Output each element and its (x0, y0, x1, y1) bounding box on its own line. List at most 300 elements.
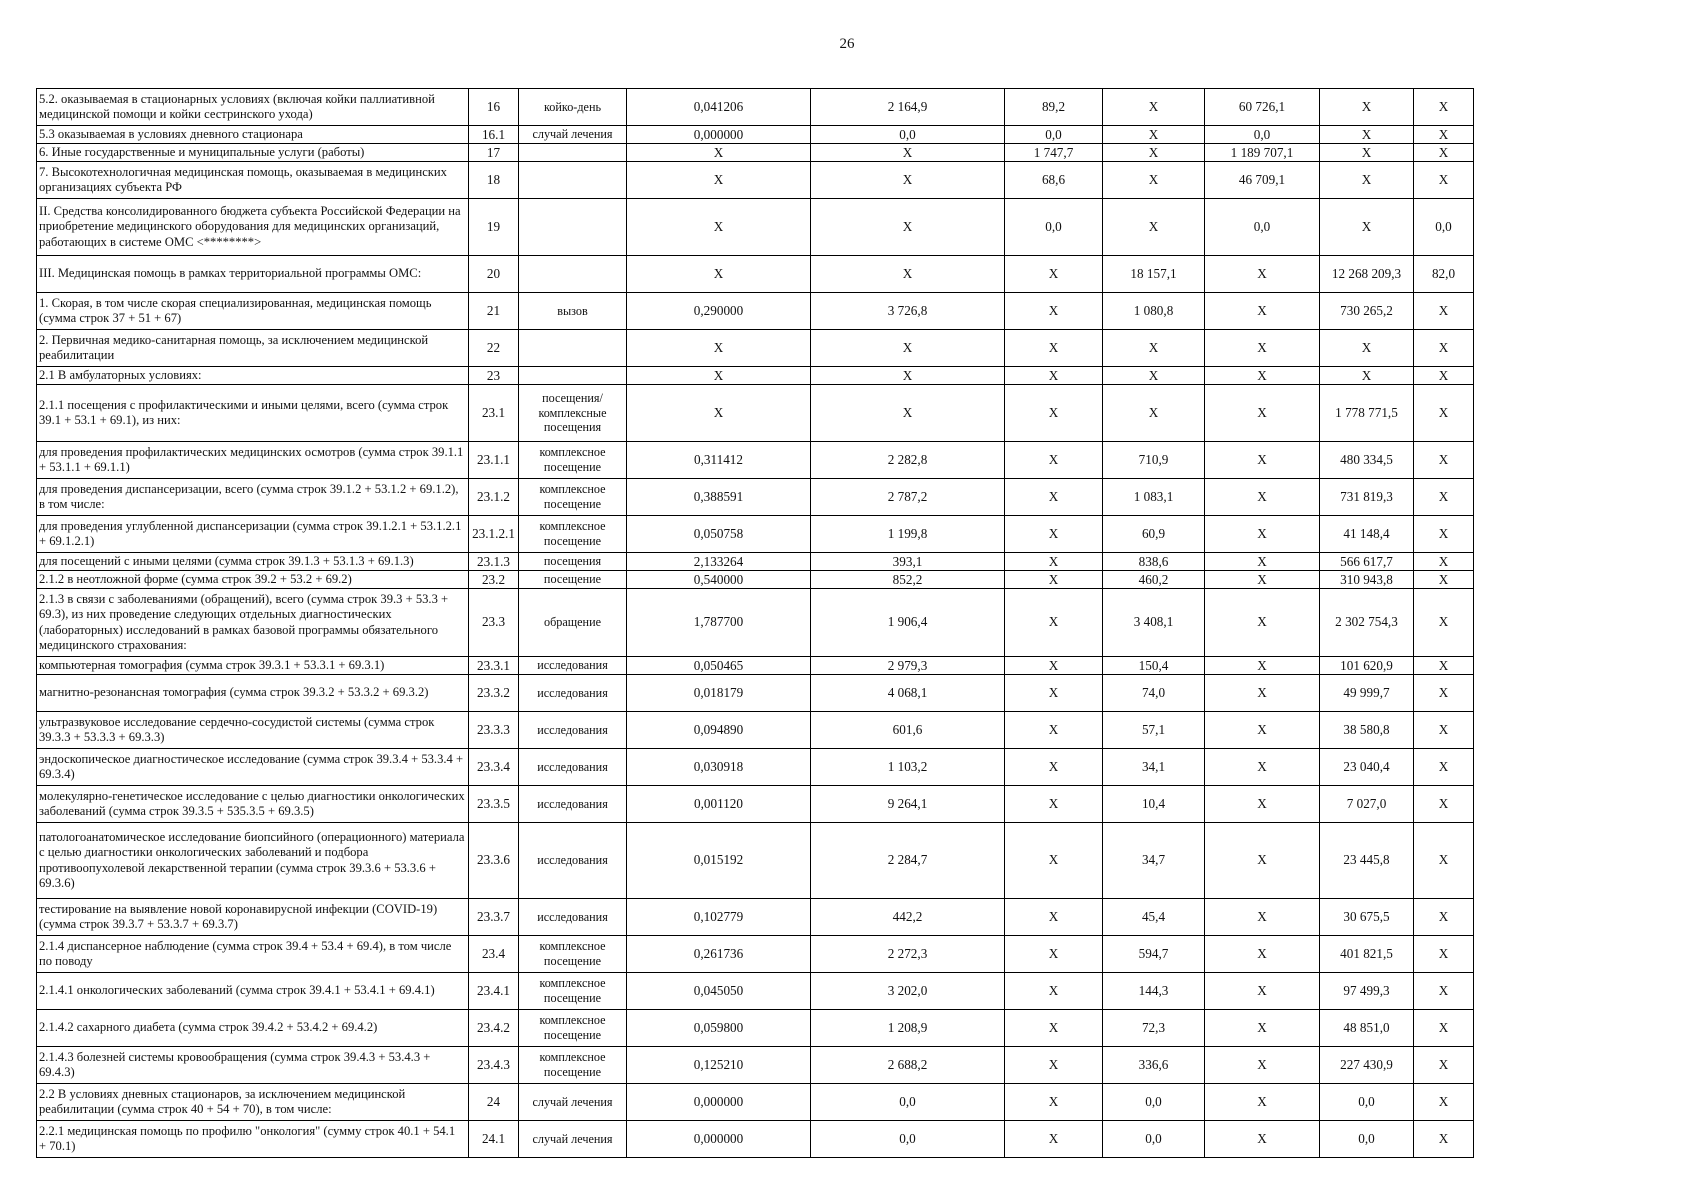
value-cell: X (627, 367, 811, 385)
value-cell: X (1320, 126, 1414, 144)
table-row (37, 571, 1474, 589)
table-row (37, 675, 1474, 712)
value-cell: 0,290000 (627, 293, 811, 330)
value-cell: 2,133264 (627, 553, 811, 571)
row-name-cell: 2.2.1 медицинская помощь по профилю "онкология" (сумму строк 40.1 + 54.1 + 70.1) (37, 1121, 469, 1158)
value-cell: X (1005, 712, 1103, 749)
value-cell: X (1205, 516, 1320, 553)
value-cell: 0,0 (811, 1084, 1005, 1121)
unit-cell: комплексное посещение (519, 973, 627, 1010)
value-cell: 10,4 (1103, 786, 1205, 823)
row-number-cell: 22 (469, 330, 519, 367)
value-cell: X (811, 367, 1005, 385)
row-number-cell: 23.4.2 (469, 1010, 519, 1047)
value-cell: X (1414, 823, 1474, 899)
value-cell: X (1103, 330, 1205, 367)
row-number-cell: 23.1.2.1 (469, 516, 519, 553)
table-row (37, 89, 1474, 126)
value-cell: X (1005, 367, 1103, 385)
unit-cell: исследования (519, 712, 627, 749)
value-cell: 393,1 (811, 553, 1005, 571)
table-row (37, 256, 1474, 293)
value-cell: 68,6 (1005, 162, 1103, 199)
row-name-cell: 1. Скорая, в том числе скорая специализированная, медицинская помощь (сумма строк 37 + 51 + 67) (37, 293, 469, 330)
value-cell: X (627, 199, 811, 256)
value-cell: 2 272,3 (811, 936, 1005, 973)
value-cell: 49 999,7 (1320, 675, 1414, 712)
value-cell: 150,4 (1103, 657, 1205, 675)
table-body (37, 89, 1474, 1158)
value-cell: X (1205, 293, 1320, 330)
value-cell: X (1205, 749, 1320, 786)
value-cell: X (1414, 162, 1474, 199)
value-cell: X (1205, 553, 1320, 571)
row-number-cell: 24 (469, 1084, 519, 1121)
value-cell: X (1414, 126, 1474, 144)
row-name-cell: для проведения углубленной диспансеризации (сумма строк 39.1.2.1 + 53.1.2.1 + 69.1.2.1) (37, 516, 469, 553)
value-cell: X (1414, 144, 1474, 162)
value-cell: 1 747,7 (1005, 144, 1103, 162)
value-cell: 2 164,9 (811, 89, 1005, 126)
value-cell: 1 083,1 (1103, 479, 1205, 516)
value-cell: 60,9 (1103, 516, 1205, 553)
value-cell: X (1414, 1121, 1474, 1158)
value-cell: 0,030918 (627, 749, 811, 786)
value-cell: 1 208,9 (811, 1010, 1005, 1047)
row-number-cell: 23.1.1 (469, 442, 519, 479)
value-cell: X (1205, 330, 1320, 367)
value-cell: X (1005, 675, 1103, 712)
unit-cell: комплексное посещение (519, 936, 627, 973)
row-number-cell: 23.3.3 (469, 712, 519, 749)
value-cell: X (1414, 973, 1474, 1010)
value-cell: X (1005, 749, 1103, 786)
value-cell: 46 709,1 (1205, 162, 1320, 199)
row-number-cell: 24.1 (469, 1121, 519, 1158)
value-cell: 336,6 (1103, 1047, 1205, 1084)
value-cell: X (1205, 973, 1320, 1010)
value-cell: X (1414, 675, 1474, 712)
value-cell: 1 199,8 (811, 516, 1005, 553)
value-cell: 0,045050 (627, 973, 811, 1010)
unit-cell: комплексное посещение (519, 1047, 627, 1084)
value-cell: X (811, 199, 1005, 256)
unit-cell: посещения (519, 553, 627, 571)
row-name-cell: 2.1.4.1 онкологических заболеваний (сумма строк 39.4.1 + 53.4.1 + 69.4.1) (37, 973, 469, 1010)
value-cell: X (1414, 786, 1474, 823)
value-cell: 101 620,9 (1320, 657, 1414, 675)
value-cell: 23 040,4 (1320, 749, 1414, 786)
row-number-cell: 23.4.3 (469, 1047, 519, 1084)
unit-cell: исследования (519, 749, 627, 786)
value-cell: X (1414, 385, 1474, 442)
row-name-cell: 2.1.3 в связи с заболеваниями (обращений), всего (сумма строк 39.3 + 53.3 + 69.3), из них проведение следующих отдельных диагностических (лабораторных) исследований в рамках базовой программы обязательного медицинского страхования: (37, 589, 469, 657)
row-name-cell: 7. Высокотехнологичная медицинская помощь, оказываемая в медицинских организациях субъекта РФ (37, 162, 469, 199)
value-cell: X (1205, 256, 1320, 293)
value-cell: X (1103, 367, 1205, 385)
value-cell: 60 726,1 (1205, 89, 1320, 126)
value-cell: X (1005, 786, 1103, 823)
table-row (37, 144, 1474, 162)
row-name-cell: 2.1 В амбулаторных условиях: (37, 367, 469, 385)
row-name-cell: 6. Иные государственные и муниципальные услуги (работы) (37, 144, 469, 162)
unit-cell (519, 162, 627, 199)
unit-cell: обращение (519, 589, 627, 657)
table-row (37, 385, 1474, 442)
row-number-cell: 23.3 (469, 589, 519, 657)
value-cell: X (1414, 571, 1474, 589)
table-row (37, 516, 1474, 553)
value-cell: X (1205, 1121, 1320, 1158)
value-cell: 3 408,1 (1103, 589, 1205, 657)
value-cell: 0,018179 (627, 675, 811, 712)
value-cell: X (1205, 385, 1320, 442)
value-cell: 97 499,3 (1320, 973, 1414, 1010)
value-cell: 0,261736 (627, 936, 811, 973)
row-name-cell: эндоскопическое диагностическое исследование (сумма строк 39.3.4 + 53.3.4 + 69.3.4) (37, 749, 469, 786)
value-cell: 0,0 (811, 126, 1005, 144)
value-cell: 0,041206 (627, 89, 811, 126)
value-cell: X (1320, 162, 1414, 199)
value-cell: 0,125210 (627, 1047, 811, 1084)
value-cell: 480 334,5 (1320, 442, 1414, 479)
unit-cell: исследования (519, 823, 627, 899)
value-cell: 89,2 (1005, 89, 1103, 126)
value-cell: 852,2 (811, 571, 1005, 589)
value-cell: 0,000000 (627, 1084, 811, 1121)
row-name-cell: 2.2 В условиях дневных стационаров, за исключением медицинской реабилитации (сумма строк 40 + 54 + 70), в том числе: (37, 1084, 469, 1121)
value-cell: 34,1 (1103, 749, 1205, 786)
value-cell: 48 851,0 (1320, 1010, 1414, 1047)
row-number-cell: 23.1.2 (469, 479, 519, 516)
value-cell: X (1205, 675, 1320, 712)
value-cell: 710,9 (1103, 442, 1205, 479)
table-row (37, 479, 1474, 516)
value-cell: 2 282,8 (811, 442, 1005, 479)
unit-cell (519, 199, 627, 256)
row-number-cell: 23.3.1 (469, 657, 519, 675)
row-number-cell: 23 (469, 367, 519, 385)
row-name-cell: 2.1.4.3 болезней системы кровообращения (сумма строк 39.4.3 + 53.4.3 + 69.4.3) (37, 1047, 469, 1084)
value-cell: X (1005, 1084, 1103, 1121)
row-number-cell: 23.4.1 (469, 973, 519, 1010)
value-cell: 1 080,8 (1103, 293, 1205, 330)
value-cell: 0,0 (1103, 1084, 1205, 1121)
value-cell: 2 284,7 (811, 823, 1005, 899)
value-cell: 0,388591 (627, 479, 811, 516)
value-cell: X (1005, 973, 1103, 1010)
value-cell: 0,050465 (627, 657, 811, 675)
value-cell: X (1103, 162, 1205, 199)
value-cell: X (1414, 330, 1474, 367)
table-row (37, 973, 1474, 1010)
row-name-cell: 2. Первичная медико-санитарная помощь, за исключением медицинской реабилитации (37, 330, 469, 367)
value-cell: X (1205, 899, 1320, 936)
value-cell: X (1414, 293, 1474, 330)
table-row (37, 899, 1474, 936)
value-cell: 838,6 (1103, 553, 1205, 571)
value-cell: 0,094890 (627, 712, 811, 749)
row-name-cell: 5.2. оказываемая в стационарных условиях (включая койки паллиативной медицинской помощи и койки сестринского ухода) (37, 89, 469, 126)
unit-cell: исследования (519, 786, 627, 823)
value-cell: X (1103, 144, 1205, 162)
value-cell: X (1205, 479, 1320, 516)
value-cell: 460,2 (1103, 571, 1205, 589)
value-cell: X (1320, 330, 1414, 367)
row-number-cell: 17 (469, 144, 519, 162)
value-cell: 401 821,5 (1320, 936, 1414, 973)
row-number-cell: 23.1.3 (469, 553, 519, 571)
value-cell: 310 943,8 (1320, 571, 1414, 589)
row-name-cell: 2.1.1 посещения с профилактическими и иными целями, всего (сумма строк 39.1 + 53.1 + 69.1), из них: (37, 385, 469, 442)
value-cell: 0,0 (811, 1121, 1005, 1158)
value-cell: 2 688,2 (811, 1047, 1005, 1084)
row-name-cell: для посещений с иными целями (сумма строк 39.1.3 + 53.1.3 + 69.1.3) (37, 553, 469, 571)
value-cell: X (1005, 936, 1103, 973)
row-number-cell: 23.4 (469, 936, 519, 973)
value-cell: X (1005, 479, 1103, 516)
value-cell: 0,000000 (627, 1121, 811, 1158)
unit-cell: комплексное посещение (519, 1010, 627, 1047)
value-cell: 2 302 754,3 (1320, 589, 1414, 657)
table-row (37, 126, 1474, 144)
table-row (37, 1121, 1474, 1158)
row-name-cell: компьютерная томография (сумма строк 39.3.1 + 53.3.1 + 69.3.1) (37, 657, 469, 675)
value-cell: X (1103, 199, 1205, 256)
value-cell: X (1005, 589, 1103, 657)
value-cell: X (1205, 571, 1320, 589)
page-number: 26 (839, 36, 855, 52)
unit-cell: случай лечения (519, 1084, 627, 1121)
value-cell: X (1205, 936, 1320, 973)
unit-cell (519, 367, 627, 385)
unit-cell (519, 256, 627, 293)
value-cell: X (627, 330, 811, 367)
unit-cell: комплексное посещение (519, 479, 627, 516)
value-cell: X (1414, 516, 1474, 553)
value-cell: X (1414, 1047, 1474, 1084)
table-row (37, 330, 1474, 367)
value-cell: 23 445,8 (1320, 823, 1414, 899)
unit-cell: вызов (519, 293, 627, 330)
value-cell: X (1005, 899, 1103, 936)
value-cell: X (1414, 553, 1474, 571)
value-cell: 0,0 (1320, 1084, 1414, 1121)
row-name-cell: ультразвуковое исследование сердечно-сосудистой системы (сумма строк 39.3.3 + 53.3.3 + 69.3.3) (37, 712, 469, 749)
row-name-cell: III. Медицинская помощь в рамках территориальной программы ОМС: (37, 256, 469, 293)
table-row (37, 367, 1474, 385)
value-cell: X (1414, 899, 1474, 936)
value-cell: 18 157,1 (1103, 256, 1205, 293)
value-cell: 1,787700 (627, 589, 811, 657)
value-cell: X (811, 162, 1005, 199)
value-cell: 7 027,0 (1320, 786, 1414, 823)
row-number-cell: 23.3.2 (469, 675, 519, 712)
value-cell: 0,311412 (627, 442, 811, 479)
value-cell: 1 778 771,5 (1320, 385, 1414, 442)
row-name-cell: патологоанатомическое исследование биопсийного (операционного) материала с целью диагностики онкологических заболеваний и подбора противоопухолевой лекарственной терапии (сумма строк 39.3.6 + 53.3.6 + 69.3.6) (37, 823, 469, 899)
value-cell: 144,3 (1103, 973, 1205, 1010)
table-row (37, 553, 1474, 571)
unit-cell: комплексное посещение (519, 442, 627, 479)
unit-cell: исследования (519, 675, 627, 712)
row-number-cell: 23.3.6 (469, 823, 519, 899)
row-name-cell: 5.3 оказываемая в условиях дневного стационара (37, 126, 469, 144)
value-cell: 442,2 (811, 899, 1005, 936)
value-cell: X (811, 330, 1005, 367)
value-cell: X (1205, 657, 1320, 675)
value-cell: 0,001120 (627, 786, 811, 823)
value-cell: 3 202,0 (811, 973, 1005, 1010)
value-cell: 0,050758 (627, 516, 811, 553)
value-cell: X (1205, 367, 1320, 385)
unit-cell (519, 330, 627, 367)
table-row (37, 589, 1474, 657)
unit-cell: комплексное посещение (519, 516, 627, 553)
row-number-cell: 23.1 (469, 385, 519, 442)
value-cell: X (1414, 589, 1474, 657)
value-cell: 0,0 (1005, 199, 1103, 256)
value-cell: 74,0 (1103, 675, 1205, 712)
budget-table (36, 88, 1474, 1158)
table-row (37, 293, 1474, 330)
value-cell: X (1005, 330, 1103, 367)
value-cell: X (1005, 823, 1103, 899)
row-name-cell: 2.1.4 диспансерное наблюдение (сумма строк 39.4 + 53.4 + 69.4), в том числе по поводу (37, 936, 469, 973)
table-row (37, 657, 1474, 675)
value-cell: 1 103,2 (811, 749, 1005, 786)
value-cell: X (1320, 199, 1414, 256)
unit-cell (519, 144, 627, 162)
table-row (37, 712, 1474, 749)
row-number-cell: 21 (469, 293, 519, 330)
value-cell: X (1005, 553, 1103, 571)
value-cell: X (1005, 1010, 1103, 1047)
table-row (37, 1047, 1474, 1084)
value-cell: 34,7 (1103, 823, 1205, 899)
row-number-cell: 23.3.5 (469, 786, 519, 823)
value-cell: X (811, 385, 1005, 442)
value-cell: X (627, 256, 811, 293)
value-cell: 12 268 209,3 (1320, 256, 1414, 293)
value-cell: X (1320, 89, 1414, 126)
value-cell: X (1414, 936, 1474, 973)
value-cell: 0,540000 (627, 571, 811, 589)
table-row (37, 162, 1474, 199)
value-cell: 566 617,7 (1320, 553, 1414, 571)
value-cell: X (1103, 89, 1205, 126)
value-cell: X (1005, 442, 1103, 479)
value-cell: 1 906,4 (811, 589, 1005, 657)
value-cell: 1 189 707,1 (1205, 144, 1320, 162)
value-cell: X (1005, 1047, 1103, 1084)
value-cell: 3 726,8 (811, 293, 1005, 330)
value-cell: X (1205, 1084, 1320, 1121)
value-cell: X (1005, 293, 1103, 330)
value-cell: 601,6 (811, 712, 1005, 749)
value-cell: 30 675,5 (1320, 899, 1414, 936)
row-number-cell: 19 (469, 199, 519, 256)
value-cell: 72,3 (1103, 1010, 1205, 1047)
value-cell: X (1005, 385, 1103, 442)
value-cell: X (1414, 479, 1474, 516)
value-cell: X (627, 385, 811, 442)
value-cell: X (627, 144, 811, 162)
unit-cell: исследования (519, 657, 627, 675)
value-cell: 731 819,3 (1320, 479, 1414, 516)
value-cell: 38 580,8 (1320, 712, 1414, 749)
unit-cell: исследования (519, 899, 627, 936)
row-number-cell: 18 (469, 162, 519, 199)
table-row (37, 823, 1474, 899)
unit-cell: случай лечения (519, 1121, 627, 1158)
value-cell: 0,0 (1414, 199, 1474, 256)
row-number-cell: 23.2 (469, 571, 519, 589)
value-cell: 57,1 (1103, 712, 1205, 749)
value-cell: X (1414, 89, 1474, 126)
value-cell: 0,059800 (627, 1010, 811, 1047)
value-cell: X (1205, 1010, 1320, 1047)
value-cell: 82,0 (1414, 256, 1474, 293)
value-cell: X (1103, 385, 1205, 442)
value-cell: X (1320, 144, 1414, 162)
row-name-cell: II. Средства консолидированного бюджета субъекта Российской Федерации на приобретение медицинского оборудования для медицинских организаций, работающих в системе ОМС <********> (37, 199, 469, 256)
value-cell: 2 787,2 (811, 479, 1005, 516)
value-cell: 0,0 (1205, 199, 1320, 256)
table-row (37, 749, 1474, 786)
value-cell: 0,0 (1103, 1121, 1205, 1158)
value-cell: X (1205, 442, 1320, 479)
value-cell: 0,0 (1205, 126, 1320, 144)
value-cell: 45,4 (1103, 899, 1205, 936)
value-cell: X (1005, 657, 1103, 675)
row-number-cell: 16.1 (469, 126, 519, 144)
value-cell: X (1205, 823, 1320, 899)
value-cell: X (1414, 657, 1474, 675)
value-cell: X (1205, 786, 1320, 823)
row-number-cell: 23.3.4 (469, 749, 519, 786)
table-row (37, 936, 1474, 973)
value-cell: X (1414, 1010, 1474, 1047)
unit-cell: посещение (519, 571, 627, 589)
value-cell: X (1205, 712, 1320, 749)
table-row (37, 786, 1474, 823)
unit-cell: посещения/комплексные посещения (519, 385, 627, 442)
row-number-cell: 20 (469, 256, 519, 293)
value-cell: X (1103, 126, 1205, 144)
value-cell: X (1414, 1084, 1474, 1121)
row-number-cell: 16 (469, 89, 519, 126)
value-cell: 4 068,1 (811, 675, 1005, 712)
unit-cell: койко-день (519, 89, 627, 126)
row-name-cell: магнитно-резонансная томография (сумма строк 39.3.2 + 53.3.2 + 69.3.2) (37, 675, 469, 712)
row-name-cell: 2.1.2 в неотложной форме (сумма строк 39.2 + 53.2 + 69.2) (37, 571, 469, 589)
value-cell: X (1205, 589, 1320, 657)
table-row (37, 199, 1474, 256)
value-cell: X (811, 256, 1005, 293)
value-cell: 9 264,1 (811, 786, 1005, 823)
value-cell: 2 979,3 (811, 657, 1005, 675)
row-name-cell: тестирование на выявление новой коронавирусной инфекции (COVID-19) (сумма строк 39.3.7 + 53.3.7 + 69.3.7) (37, 899, 469, 936)
value-cell: X (1320, 367, 1414, 385)
value-cell: 227 430,9 (1320, 1047, 1414, 1084)
value-cell: X (1414, 749, 1474, 786)
value-cell: 0,0 (1005, 126, 1103, 144)
value-cell: 0,000000 (627, 126, 811, 144)
value-cell: X (1414, 367, 1474, 385)
value-cell: 0,0 (1320, 1121, 1414, 1158)
row-name-cell: для проведения профилактических медицинских осмотров (сумма строк 39.1.1 + 53.1.1 + 69.1.1) (37, 442, 469, 479)
